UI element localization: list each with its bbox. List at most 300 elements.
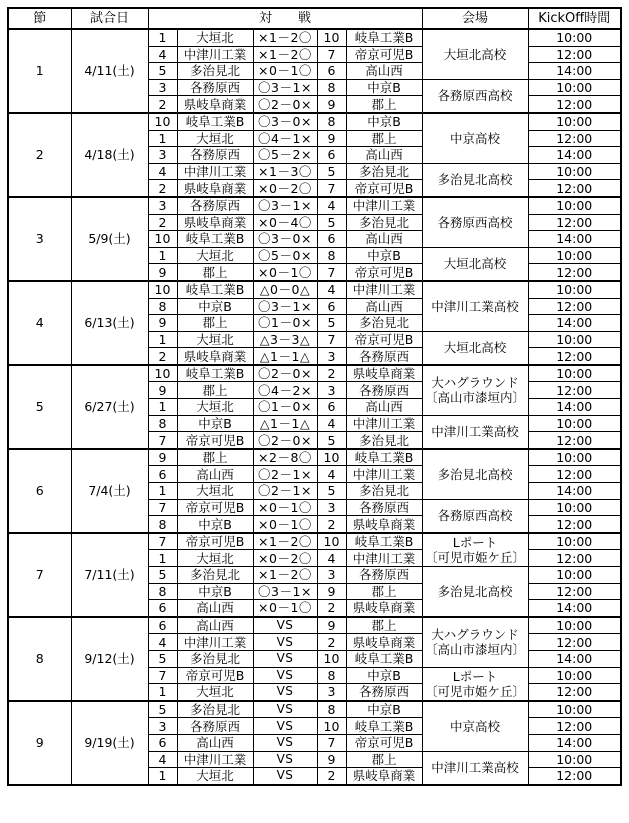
away-team-number: 5 <box>317 163 346 180</box>
match-score: 〇2－0× <box>253 365 317 382</box>
kickoff-time: 12:00 <box>528 130 621 147</box>
venue-name: 多治見北高校 <box>437 583 513 599</box>
kickoff-time: 12:00 <box>528 298 621 315</box>
venue-cell <box>422 415 528 449</box>
kickoff-time: 12:00 <box>528 348 621 365</box>
match-score: ×0－1〇 <box>253 600 317 617</box>
home-team-number: 2 <box>148 180 177 197</box>
home-team-number: 2 <box>148 348 177 365</box>
home-team-number: 5 <box>148 567 177 584</box>
match-score: ×0－4〇 <box>253 214 317 231</box>
away-team-name: 郡上 <box>346 96 422 113</box>
away-team-name: 各務原西 <box>346 499 422 516</box>
kickoff-time: 14:00 <box>528 63 621 80</box>
match-date: 7/4(土) <box>71 449 148 533</box>
match-score: VS <box>253 617 317 634</box>
home-team-number: 1 <box>148 247 177 264</box>
away-team-name: 高山西 <box>346 147 422 164</box>
home-team-name: 中津川工業 <box>177 634 253 651</box>
home-team-number: 1 <box>148 331 177 348</box>
away-team-name: 郡上 <box>346 751 422 768</box>
match-date: 4/11(土) <box>71 29 148 113</box>
home-team-number: 1 <box>148 550 177 567</box>
match-date: 6/13(土) <box>71 281 148 365</box>
match-score: △1－1△ <box>253 415 317 432</box>
home-team-name: 郡上 <box>177 449 253 466</box>
home-team-name: 高山西 <box>177 600 253 617</box>
kickoff-time: 12:00 <box>528 684 621 701</box>
match-row <box>8 197 621 214</box>
venue-name: 多治見北高校 <box>437 466 513 482</box>
away-team-number: 4 <box>317 197 346 214</box>
away-team-number: 7 <box>317 264 346 281</box>
home-team-number: 4 <box>148 751 177 768</box>
away-team-number: 3 <box>317 499 346 516</box>
match-row <box>8 281 621 298</box>
venue-cell <box>422 331 528 365</box>
away-team-name: 中津川工業 <box>346 415 422 432</box>
round-number: 3 <box>8 197 71 281</box>
venue-name: 各務原西高校 <box>437 214 513 230</box>
home-team-name: 中京B <box>177 583 253 600</box>
away-team-name: 多治見北 <box>346 432 422 449</box>
away-team-number: 5 <box>317 214 346 231</box>
home-team-number: 1 <box>148 399 177 416</box>
home-team-name: 中京B <box>177 415 253 432</box>
kickoff-time: 12:00 <box>528 432 621 449</box>
away-team-number: 8 <box>317 113 346 130</box>
venue-name: 各務原西高校 <box>437 508 513 524</box>
match-score: 〇3－1× <box>253 79 317 96</box>
match-date: 7/11(土) <box>71 533 148 617</box>
home-team-number: 7 <box>148 499 177 516</box>
home-team-number: 1 <box>148 684 177 701</box>
match-date: 4/18(土) <box>71 113 148 197</box>
match-row <box>8 29 621 46</box>
header-kickoff: KickOff時間 <box>528 8 621 29</box>
away-team-number: 9 <box>317 96 346 113</box>
away-team-number: 9 <box>317 583 346 600</box>
venue-name: 大垣北高校 <box>443 46 507 62</box>
away-team-name: 多治見北 <box>346 315 422 332</box>
kickoff-time: 10:00 <box>528 499 621 516</box>
kickoff-time: 14:00 <box>528 315 621 332</box>
match-score: ×0－1〇 <box>253 516 317 533</box>
away-team-name: 帝京可児B <box>346 264 422 281</box>
away-team-number: 5 <box>317 432 346 449</box>
away-team-name: 岐阜工業B <box>346 650 422 667</box>
match-score: 〇1－0× <box>253 399 317 416</box>
home-team-name: 郡上 <box>177 264 253 281</box>
away-team-number: 5 <box>317 315 346 332</box>
away-team-number: 9 <box>317 130 346 147</box>
match-score: 〇2－1× <box>253 483 317 500</box>
match-score: ×1－2〇 <box>253 46 317 63</box>
away-team-number: 7 <box>317 46 346 63</box>
home-team-number: 10 <box>148 113 177 130</box>
home-team-name: 大垣北 <box>177 483 253 500</box>
kickoff-time: 10:00 <box>528 163 621 180</box>
home-team-number: 6 <box>148 466 177 483</box>
match-score: VS <box>253 667 317 684</box>
away-team-number: 2 <box>317 634 346 651</box>
home-team-name: 高山西 <box>177 466 253 483</box>
away-team-name: 各務原西 <box>346 567 422 584</box>
match-score: VS <box>253 650 317 667</box>
match-row <box>8 533 621 550</box>
home-team-name: 中京B <box>177 516 253 533</box>
away-team-number: 10 <box>317 29 346 46</box>
home-team-name: 帝京可児B <box>177 667 253 684</box>
venue-cell <box>422 499 528 533</box>
match-date: 5/9(土) <box>71 197 148 281</box>
kickoff-time: 12:00 <box>528 382 621 399</box>
home-team-name: 大垣北 <box>177 331 253 348</box>
away-team-name: 中津川工業 <box>346 281 422 298</box>
away-team-number: 4 <box>317 415 346 432</box>
kickoff-time: 12:00 <box>528 264 621 281</box>
match-score: VS <box>253 768 317 785</box>
match-row <box>8 701 621 718</box>
match-score: ×1－2〇 <box>253 29 317 46</box>
kickoff-time: 10:00 <box>528 365 621 382</box>
home-team-number: 3 <box>148 197 177 214</box>
away-team-name: 郡上 <box>346 583 422 600</box>
away-team-number: 3 <box>317 382 346 399</box>
away-team-number: 8 <box>317 247 346 264</box>
match-date: 9/19(土) <box>71 701 148 785</box>
home-team-number: 6 <box>148 734 177 751</box>
kickoff-time: 10:00 <box>528 197 621 214</box>
away-team-name: 県岐阜商業 <box>346 768 422 785</box>
home-team-number: 9 <box>148 449 177 466</box>
kickoff-time: 10:00 <box>528 331 621 348</box>
home-team-number: 8 <box>148 298 177 315</box>
round-number: 9 <box>8 701 71 785</box>
away-team-name: 帝京可児B <box>346 734 422 751</box>
home-team-name: 県岐阜商業 <box>177 214 253 231</box>
kickoff-time: 12:00 <box>528 180 621 197</box>
kickoff-time: 10:00 <box>528 667 621 684</box>
home-team-name: 各務原西 <box>177 79 253 96</box>
venue-location: 〔可児市姫ケ丘〕 <box>424 549 525 565</box>
kickoff-time: 12:00 <box>528 634 621 651</box>
round-number: 4 <box>8 281 71 365</box>
home-team-name: 大垣北 <box>177 399 253 416</box>
kickoff-time: 10:00 <box>528 281 621 298</box>
home-team-number: 1 <box>148 29 177 46</box>
away-team-number: 2 <box>317 600 346 617</box>
match-score: 〇3－1× <box>253 197 317 214</box>
home-team-name: 多治見北 <box>177 63 253 80</box>
kickoff-time: 12:00 <box>528 768 621 785</box>
match-score: VS <box>253 734 317 751</box>
match-schedule-table <box>7 7 622 786</box>
away-team-number: 2 <box>317 516 346 533</box>
kickoff-time: 12:00 <box>528 214 621 231</box>
home-team-name: 高山西 <box>177 617 253 634</box>
home-team-name: 岐阜工業B <box>177 365 253 382</box>
kickoff-time: 14:00 <box>528 650 621 667</box>
home-team-name: 大垣北 <box>177 130 253 147</box>
home-team-number: 7 <box>148 432 177 449</box>
kickoff-time: 10:00 <box>528 533 621 550</box>
home-team-number: 10 <box>148 231 177 248</box>
away-team-number: 9 <box>317 617 346 634</box>
match-score: 〇4－1× <box>253 130 317 147</box>
venue-cell <box>422 281 528 331</box>
kickoff-time: 12:00 <box>528 46 621 63</box>
home-team-number: 4 <box>148 634 177 651</box>
home-team-name: 中津川工業 <box>177 46 253 63</box>
home-team-number: 9 <box>148 382 177 399</box>
match-score: ×1－2〇 <box>253 533 317 550</box>
match-score: △0－0△ <box>253 281 317 298</box>
away-team-name: 帝京可児B <box>346 331 422 348</box>
away-team-name: 中京B <box>346 247 422 264</box>
match-score: 〇3－0× <box>253 113 317 130</box>
away-team-name: 中京B <box>346 79 422 96</box>
match-score: 〇3－1× <box>253 583 317 600</box>
match-score: ×1－3〇 <box>253 163 317 180</box>
kickoff-time: 14:00 <box>528 600 621 617</box>
home-team-name: 郡上 <box>177 315 253 332</box>
schedule-body <box>8 29 621 785</box>
home-team-number: 9 <box>148 264 177 281</box>
home-team-name: 中津川工業 <box>177 163 253 180</box>
home-team-name: 大垣北 <box>177 550 253 567</box>
match-score: 〇4－2× <box>253 382 317 399</box>
match-score: 〇3－1× <box>253 298 317 315</box>
away-team-name: 岐阜工業B <box>346 29 422 46</box>
home-team-name: 大垣北 <box>177 768 253 785</box>
home-team-name: 中津川工業 <box>177 751 253 768</box>
match-row <box>8 449 621 466</box>
kickoff-time: 10:00 <box>528 751 621 768</box>
home-team-number: 5 <box>148 63 177 80</box>
venue-location: 〔高山市漆垣内〕 <box>424 642 525 658</box>
away-team-name: 県岐阜商業 <box>346 365 422 382</box>
kickoff-time: 10:00 <box>528 701 621 718</box>
home-team-name: 多治見北 <box>177 650 253 667</box>
away-team-name: 岐阜工業B <box>346 449 422 466</box>
header-match: 対 戦 <box>148 8 422 29</box>
venue-location: 〔可児市姫ケ丘〕 <box>424 683 525 699</box>
home-team-name: 帝京可児B <box>177 432 253 449</box>
away-team-number: 9 <box>317 751 346 768</box>
away-team-name: 帝京可児B <box>346 46 422 63</box>
away-team-number: 4 <box>317 281 346 298</box>
away-team-name: 多治見北 <box>346 483 422 500</box>
kickoff-time: 14:00 <box>528 147 621 164</box>
kickoff-time: 10:00 <box>528 113 621 130</box>
match-score: △1－1△ <box>253 348 317 365</box>
venue-cell <box>422 79 528 113</box>
match-score: ×0－1〇 <box>253 264 317 281</box>
kickoff-time: 14:00 <box>528 483 621 500</box>
venue-cell <box>422 617 528 667</box>
home-team-name: 高山西 <box>177 734 253 751</box>
header-round: 節 <box>8 8 71 29</box>
match-row <box>8 113 621 130</box>
venue-name: 中京高校 <box>449 130 500 146</box>
home-team-number: 3 <box>148 718 177 735</box>
away-team-number: 4 <box>317 550 346 567</box>
away-team-number: 7 <box>317 331 346 348</box>
kickoff-time: 14:00 <box>528 399 621 416</box>
home-team-number: 6 <box>148 600 177 617</box>
round-number: 7 <box>8 533 71 617</box>
away-team-name: 高山西 <box>346 298 422 315</box>
home-team-name: 大垣北 <box>177 247 253 264</box>
match-score: 〇1－0× <box>253 315 317 332</box>
kickoff-time: 14:00 <box>528 231 621 248</box>
kickoff-time: 12:00 <box>528 550 621 567</box>
match-score: ×0－1〇 <box>253 499 317 516</box>
away-team-name: 各務原西 <box>346 684 422 701</box>
venue-cell <box>422 247 528 281</box>
home-team-number: 4 <box>148 163 177 180</box>
away-team-name: 高山西 <box>346 231 422 248</box>
match-score: 〇5－2× <box>253 147 317 164</box>
kickoff-time: 10:00 <box>528 617 621 634</box>
home-team-name: 各務原西 <box>177 147 253 164</box>
away-team-name: 中津川工業 <box>346 197 422 214</box>
venue-cell <box>422 533 528 567</box>
match-score: ×1－2〇 <box>253 567 317 584</box>
away-team-number: 6 <box>317 298 346 315</box>
away-team-name: 中津川工業 <box>346 466 422 483</box>
away-team-name: 県岐阜商業 <box>346 634 422 651</box>
venue-cell <box>422 197 528 247</box>
match-score: 〇3－0× <box>253 231 317 248</box>
home-team-name: 大垣北 <box>177 29 253 46</box>
away-team-name: 県岐阜商業 <box>346 516 422 533</box>
home-team-name: 帝京可児B <box>177 499 253 516</box>
header-row <box>8 8 621 29</box>
match-score: ×0－1〇 <box>253 63 317 80</box>
home-team-number: 1 <box>148 768 177 785</box>
kickoff-time: 10:00 <box>528 449 621 466</box>
match-score: VS <box>253 718 317 735</box>
kickoff-time: 10:00 <box>528 247 621 264</box>
away-team-name: 多治見北 <box>346 214 422 231</box>
home-team-number: 10 <box>148 281 177 298</box>
venue-name: 多治見北高校 <box>437 172 513 188</box>
away-team-name: 帝京可児B <box>346 180 422 197</box>
round-number: 2 <box>8 113 71 197</box>
away-team-number: 10 <box>317 650 346 667</box>
away-team-number: 3 <box>317 348 346 365</box>
match-score: 〇2－1× <box>253 466 317 483</box>
kickoff-time: 12:00 <box>528 516 621 533</box>
away-team-number: 10 <box>317 533 346 550</box>
venue-cell <box>422 449 528 499</box>
away-team-number: 7 <box>317 180 346 197</box>
match-score: VS <box>253 701 317 718</box>
away-team-name: 中京B <box>346 701 422 718</box>
kickoff-time: 14:00 <box>528 734 621 751</box>
venue-name: 中京高校 <box>449 718 500 734</box>
away-team-number: 6 <box>317 63 346 80</box>
away-team-number: 2 <box>317 365 346 382</box>
venue-location: 〔高山市漆垣内〕 <box>424 390 525 406</box>
home-team-number: 7 <box>148 667 177 684</box>
match-row <box>8 365 621 382</box>
away-team-number: 8 <box>317 701 346 718</box>
venue-cell <box>422 113 528 163</box>
away-team-name: 中京B <box>346 667 422 684</box>
away-team-number: 4 <box>317 466 346 483</box>
away-team-number: 2 <box>317 768 346 785</box>
away-team-number: 3 <box>317 567 346 584</box>
venue-name: 大垣北高校 <box>443 256 507 272</box>
home-team-name: 県岐阜商業 <box>177 96 253 113</box>
away-team-number: 6 <box>317 231 346 248</box>
venue-name: 中津川工業高校 <box>431 424 519 440</box>
match-score: VS <box>253 684 317 701</box>
venue-name: 大ハグラウンド <box>431 375 519 391</box>
match-date: 9/12(土) <box>71 617 148 701</box>
away-team-name: 中津川工業 <box>346 550 422 567</box>
match-score: ×0－2〇 <box>253 550 317 567</box>
away-team-name: 高山西 <box>346 399 422 416</box>
kickoff-time: 12:00 <box>528 96 621 113</box>
home-team-name: 多治見北 <box>177 567 253 584</box>
away-team-number: 5 <box>317 483 346 500</box>
away-team-name: 岐阜工業B <box>346 718 422 735</box>
venue-name: Lポート <box>452 534 498 550</box>
home-team-number: 5 <box>148 650 177 667</box>
match-score: ×2－8〇 <box>253 449 317 466</box>
away-team-name: 県岐阜商業 <box>346 600 422 617</box>
home-team-number: 5 <box>148 701 177 718</box>
round-number: 5 <box>8 365 71 449</box>
away-team-number: 6 <box>317 147 346 164</box>
venue-cell <box>422 365 528 415</box>
away-team-name: 高山西 <box>346 63 422 80</box>
kickoff-time: 12:00 <box>528 583 621 600</box>
venue-name: 中津川工業高校 <box>431 298 519 314</box>
header-venue: 会場 <box>422 8 528 29</box>
away-team-number: 8 <box>317 79 346 96</box>
kickoff-time: 10:00 <box>528 415 621 432</box>
home-team-name: 帝京可児B <box>177 533 253 550</box>
kickoff-time: 10:00 <box>528 79 621 96</box>
match-score: VS <box>253 751 317 768</box>
match-score: VS <box>253 634 317 651</box>
away-team-number: 10 <box>317 718 346 735</box>
away-team-number: 3 <box>317 684 346 701</box>
away-team-number: 7 <box>317 734 346 751</box>
kickoff-time: 12:00 <box>528 718 621 735</box>
match-score: 〇2－0× <box>253 432 317 449</box>
venue-cell <box>422 751 528 785</box>
home-team-name: 岐阜工業B <box>177 281 253 298</box>
venue-cell <box>422 29 528 79</box>
home-team-number: 6 <box>148 617 177 634</box>
home-team-name: 各務原西 <box>177 197 253 214</box>
match-score: 〇2－0× <box>253 96 317 113</box>
away-team-number: 10 <box>317 449 346 466</box>
away-team-name: 郡上 <box>346 617 422 634</box>
venue-cell <box>422 163 528 197</box>
header-date: 試合日 <box>71 8 148 29</box>
venue-name: 大ハグラウンド <box>431 627 519 643</box>
home-team-name: 中京B <box>177 298 253 315</box>
match-date: 6/27(土) <box>71 365 148 449</box>
home-team-name: 岐阜工業B <box>177 231 253 248</box>
